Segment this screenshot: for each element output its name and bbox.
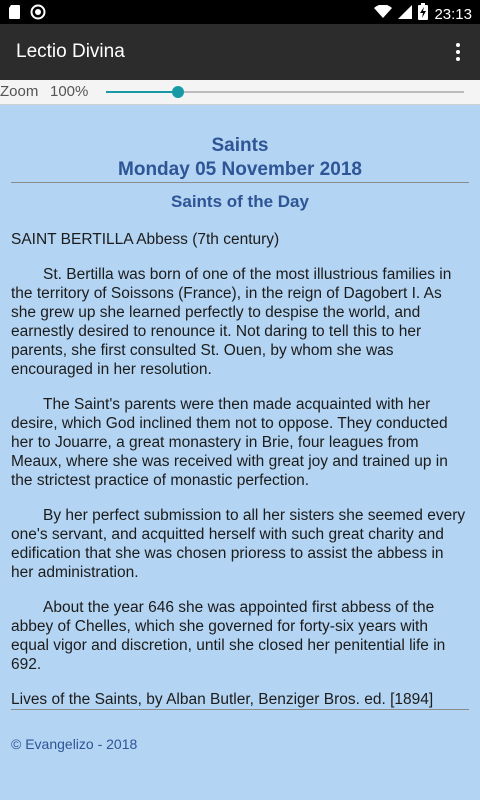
reading-content — [11, 104, 469, 754]
wifi-icon — [374, 5, 392, 24]
zoom-slider-fill — [106, 91, 178, 93]
app-title: Lectio Divina — [16, 41, 125, 62]
zoom-value: 100% — [50, 83, 89, 100]
status-bar — [0, 0, 480, 24]
paragraph: About the year 646 she was appointed first abbess of the abbey of Chelles, which she governed for forty-six years with equal vigor and discretion, until she closed her penitential life in 692. — [11, 599, 446, 673]
page-date: Monday 05 November 2018 — [118, 159, 362, 180]
zoom-bar — [0, 80, 480, 105]
sync-icon — [30, 4, 46, 25]
source-citation: Lives of the Saints, by Alban Butler, Benziger Bros. ed. [1894] — [11, 691, 434, 708]
section-title: Saints of the Day — [171, 192, 309, 211]
paragraph: St. Bertilla was born of one of the most illustrious families in the territory of Soissons (France), in the reign of Dagobert I. As she grew up she learned perfectly to despise the world, and earnestly desired to renounce it. Not daring to tell this to her parents, she first consulted St. Ouen, by whom she was encouraged in her resolution. — [11, 266, 452, 378]
paragraph: By her perfect submission to all her sisters she seemed every one's servant, and acquitted herself with such great charity and edification that she was chosen prioress to assist the abbess in her administration. — [11, 507, 466, 581]
divider — [11, 182, 469, 183]
saint-title: SAINT BERTILLA Abbess (7th century) — [11, 231, 280, 248]
divider — [11, 709, 469, 710]
signal-icon — [398, 5, 412, 24]
battery-charging-icon — [418, 3, 428, 25]
app-bar — [0, 24, 480, 80]
overflow-menu-icon — [456, 43, 460, 47]
sd-card-icon — [8, 4, 22, 25]
paragraph: The Saint's parents were then made acquainted with her desire, which God inclined them not to oppose. They conducted her to Jouarre, a great monastery in Brie, four leagues from Meaux, where she was received with great joy and trained up in the strictest practice of monastic perfection. — [11, 396, 448, 489]
zoom-slider-thumb[interactable] — [172, 86, 184, 98]
status-time: 23:13 — [434, 5, 472, 23]
footer-copyright: © Evangelizo - 2018 — [11, 736, 138, 752]
page-title: Saints — [211, 135, 269, 156]
zoom-slider[interactable] — [106, 91, 464, 93]
zoom-label: Zoom — [0, 83, 39, 100]
overflow-menu-button[interactable] — [446, 40, 470, 64]
